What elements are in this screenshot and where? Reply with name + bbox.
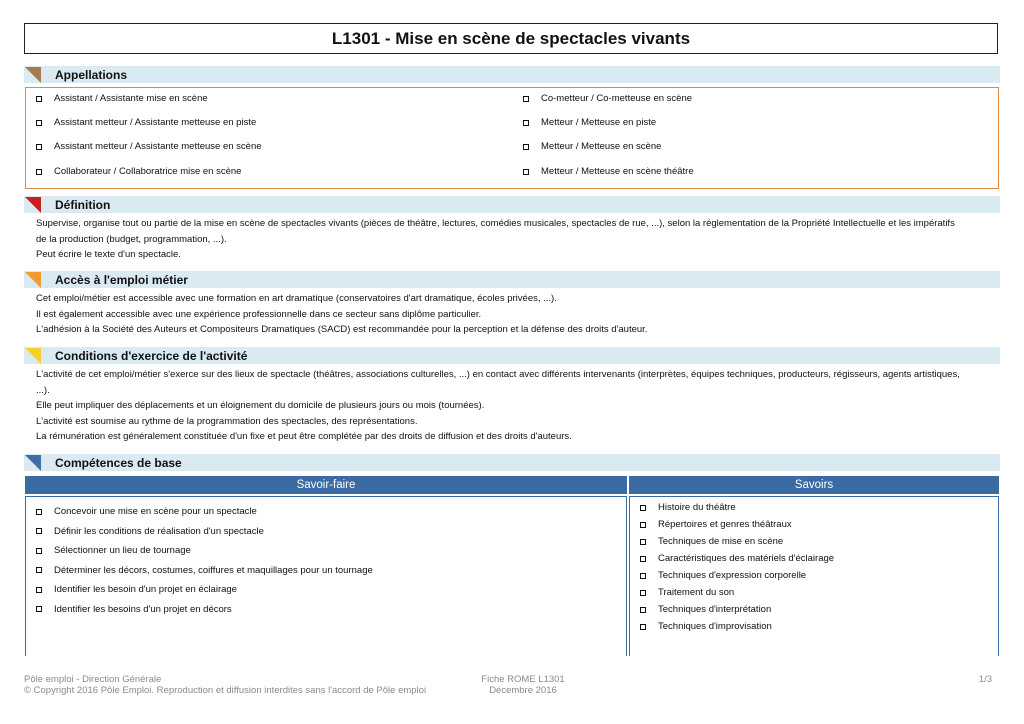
section-title: Définition (55, 197, 111, 212)
footer-center (470, 674, 576, 696)
savoirs-header: Savoirs (629, 476, 999, 494)
checkbox-icon (36, 96, 42, 102)
footer-copyright: © Copyright 2016 Pôle Emploi. Reproduction et diffusion interdites sans l'accord de Pôle emploi (24, 685, 427, 696)
checkbox-icon (523, 120, 529, 126)
section-flag-icon (25, 272, 41, 288)
paragraph-line: L'activité est soumise au rythme de la programmation des spectacles, des représentations. (36, 415, 418, 427)
section-header-appellations (24, 66, 1000, 83)
appellation-label: Collaborateur / Collaboratrice mise en scène (54, 166, 242, 177)
list-item-label: Identifier les besoins d'un projet en décors (54, 603, 232, 615)
appellation-label: Assistant metteur / Assistante metteuse en piste (54, 117, 257, 128)
section-header-acces (24, 271, 1000, 288)
savoir-faire-list (36, 502, 373, 619)
savoir-faire-header: Savoir-faire (25, 476, 627, 494)
footer-left (24, 674, 426, 696)
section-flag-icon (25, 348, 41, 364)
checkbox-icon (640, 539, 646, 545)
section-header-definition (24, 196, 1000, 213)
checkbox-icon (640, 505, 646, 511)
list-item-label: Définir les conditions de réalisation d'un spectacle (54, 525, 264, 537)
list-item (36, 600, 373, 620)
checkbox-icon (36, 548, 42, 554)
list-item (640, 533, 834, 550)
paragraph-line: Elle peut impliquer des déplacements et un éloignement du domicile de plusieurs jours ou mois (tournées). (36, 400, 485, 411)
section-flag-icon (25, 197, 41, 213)
appellation-item (523, 93, 692, 104)
paragraph-line: de la production (budget, programmation, ...). (36, 233, 227, 245)
checkbox-icon (640, 556, 646, 562)
checkbox-icon (640, 624, 646, 630)
list-item-label: Techniques d'expression corporelle (658, 570, 807, 581)
section-flag-icon (25, 67, 41, 83)
list-item-label: Répertoires et genres théâtraux (658, 519, 792, 530)
checkbox-icon (36, 509, 42, 515)
list-item-label: Concevoir une mise en scène pour un spectacle (54, 506, 257, 518)
list-item (36, 522, 373, 542)
list-item-label: Sélectionner un lieu de tournage (54, 545, 191, 557)
footer-fiche: Fiche ROME L1301 (481, 674, 565, 685)
appellation-item (523, 117, 656, 128)
conditions-text (36, 367, 986, 445)
appellation-label: Assistant / Assistante mise en scène (54, 93, 208, 104)
paragraph-line: Peut écrire le texte d'un spectacle. (36, 249, 181, 260)
appellation-item (523, 166, 694, 177)
page-title: L1301 - Mise en scène de spectacles vivants (24, 23, 998, 54)
paragraph-line: La rémunération est généralement constituée d'un fixe et peut être complétée par des droits de diffusion et des droits d'auteurs. (36, 431, 572, 442)
list-item-label: Identifier les besoin d'un projet en éclairage (54, 584, 237, 596)
checkbox-icon (523, 144, 529, 150)
appellation-label: Metteur / Metteuse en piste (541, 117, 657, 128)
checkbox-icon (640, 522, 646, 528)
section-header-competences (24, 454, 1000, 471)
list-item (640, 584, 834, 601)
list-item (36, 580, 373, 600)
checkbox-icon (36, 587, 42, 593)
paragraph-line: Cet emploi/métier est accessible avec une formation en art dramatique (conservatoires d'art dramatique, écoles privées, ...). (36, 293, 557, 304)
checkbox-icon (523, 96, 529, 102)
list-item (36, 502, 373, 522)
appellation-label: Assistant metteur / Assistante metteuse en scène (54, 141, 262, 152)
page-number: 1/3 (978, 674, 992, 685)
appellation-label: Co-metteur / Co-metteuse en scène (541, 93, 693, 104)
checkbox-icon (36, 120, 42, 126)
appellation-label: Metteur / Metteuse en scène théâtre (541, 166, 694, 177)
checkbox-icon (640, 573, 646, 579)
list-item (640, 499, 834, 516)
list-item (36, 541, 373, 561)
list-item-label: Caractéristiques des matériels d'éclairage (658, 553, 835, 564)
appellation-label: Metteur / Metteuse en scène (541, 141, 662, 152)
section-title: Conditions d'exercice de l'activité (55, 348, 248, 363)
list-item-label: Traitement du son (658, 587, 735, 598)
checkbox-icon (36, 169, 42, 175)
appellation-item (36, 93, 208, 104)
list-item-label: Techniques d'improvisation (658, 621, 772, 632)
appellation-item (523, 141, 661, 152)
acces-text (36, 291, 986, 338)
section-title: Appellations (55, 67, 128, 82)
section-title: Accès à l'emploi métier (55, 272, 188, 287)
definition-text (36, 216, 986, 263)
paragraph-line: L'adhésion à la Société des Auteurs et Compositeurs Dramatiques (SACD) est recommandée pour la perception et la défense des droits d'auteur. (36, 324, 648, 335)
checkbox-icon (640, 607, 646, 613)
paragraph-line: Il est également accessible avec une expérience professionnelle dans ce secteur sans diplôme particulier. (36, 308, 482, 320)
checkbox-icon (36, 567, 42, 573)
section-title: Compétences de base (55, 455, 182, 470)
checkbox-icon (36, 144, 42, 150)
list-item (640, 567, 834, 584)
list-item-label: Histoire du théâtre (658, 502, 736, 513)
list-item (640, 550, 834, 567)
appellation-item (36, 141, 262, 152)
section-header-conditions (24, 347, 1000, 364)
list-item (640, 516, 834, 533)
appellation-item (36, 166, 241, 177)
section-flag-icon (25, 455, 41, 471)
footer-date: Décembre 2016 (489, 685, 557, 696)
list-item-label: Techniques de mise en scène (658, 536, 784, 547)
list-item (36, 561, 373, 581)
checkbox-icon (36, 528, 42, 534)
list-item (640, 601, 834, 618)
paragraph-line: Supervise, organise tout ou partie de la mise en scène de spectacles vivants (pièces de théâtre, lectures, comédies musicales, spectacles de rue, ...), selon la réglementation de la Propriété Intellectuelle et les impératifs (36, 218, 955, 229)
savoirs-list (640, 499, 834, 635)
paragraph-line: ...). (36, 384, 50, 396)
checkbox-icon (36, 606, 42, 612)
checkbox-icon (640, 590, 646, 596)
appellation-item (36, 117, 256, 128)
footer-org: Pôle emploi - Direction Générale (24, 674, 162, 685)
list-item-label: Techniques d'interprétation (658, 604, 772, 615)
list-item-label: Déterminer les décors, costumes, coiffures et maquillages pour un tournage (54, 564, 373, 576)
list-item (640, 618, 834, 635)
paragraph-line: L'activité de cet emploi/métier s'exerce sur des lieux de spectacle (théâtres, associations culturelles, ...) en contact avec différents intervenants (interprètes, équipes techniques, producteurs, régisseurs, agents artistiques, (36, 369, 960, 380)
checkbox-icon (523, 169, 529, 175)
